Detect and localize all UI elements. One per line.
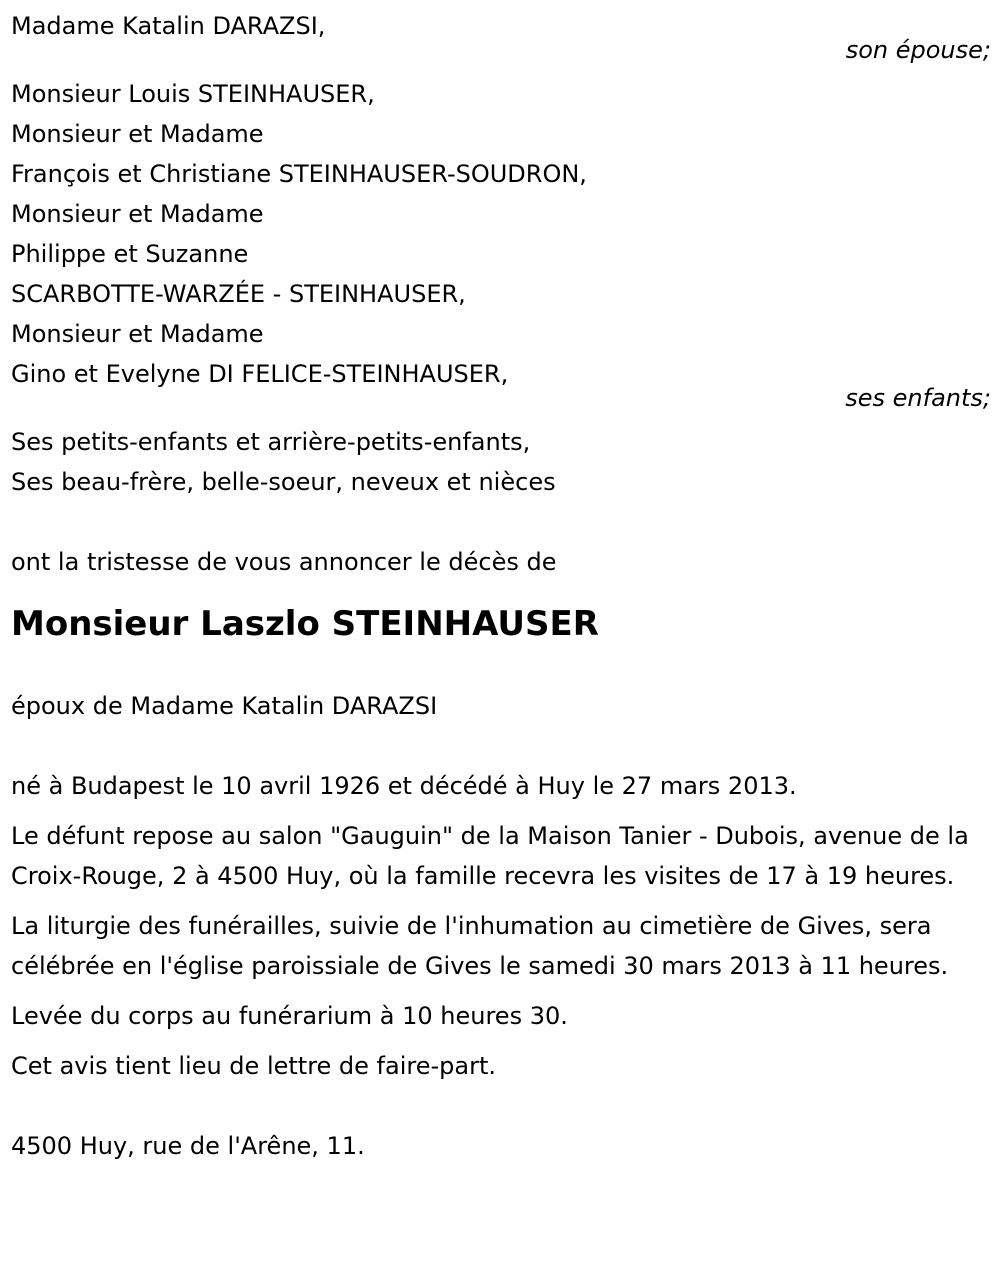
children-relation: ses enfants; [845, 384, 991, 412]
child-line: Gino et Evelyne DI FELICE-STEINHAUSER, [11, 360, 509, 388]
obituary-notice [11, 6, 991, 1166]
child-line: Monsieur Louis STEINHAUSER, [11, 80, 375, 108]
child-line: Monsieur et Madame [11, 320, 264, 348]
child-line: SCARBOTTE-WARZÉE - STEINHAUSER, [11, 280, 466, 308]
spouse-of-text: époux de Madame Katalin DARAZSI [11, 692, 438, 720]
notice-text: Cet avis tient lieu de lettre de faire-part. [11, 1052, 496, 1080]
child-line: Monsieur et Madame [11, 200, 264, 228]
deceased-name: Monsieur Laszlo STEINHAUSER [11, 604, 599, 644]
departure-text: Levée du corps au funérarium à 10 heures 30. [11, 1002, 568, 1030]
child-line: Monsieur et Madame [11, 120, 264, 148]
child-line: Philippe et Suzanne [11, 240, 249, 268]
children-list [11, 74, 991, 394]
spouse-relation: son épouse; [845, 36, 991, 64]
child-line: François et Christiane STEINHAUSER-SOUDRON, [11, 160, 587, 188]
visitation-paragraph: Le défunt repose au salon "Gauguin" de la Maison Tanier - Dubois, avenue de la Croix-Rouge, 2 à 4500 Huy, où la famille recevra les visites de 17 à 19 heures. [11, 822, 969, 890]
spouse-name: Madame Katalin DARAZSI, [11, 12, 326, 40]
other-relatives-line: Ses beau-frère, belle-soeur, neveux et nièces [11, 468, 556, 496]
announcement-text: ont la tristesse de vous annoncer le décès de [11, 548, 557, 576]
funeral-paragraph: La liturgie des funérailles, suivie de l'inhumation au cimetière de Gives, sera célébrée en l'église paroissiale de Gives le samedi 30 mars 2013 à 11 heures. [11, 912, 949, 980]
address-text: 4500 Huy, rue de l'Arêne, 11. [11, 1132, 365, 1160]
other-relatives-line: Ses petits-enfants et arrière-petits-enfants, [11, 428, 531, 456]
birth-death-text: né à Budapest le 10 avril 1926 et décédé à Huy le 27 mars 2013. [11, 772, 797, 800]
